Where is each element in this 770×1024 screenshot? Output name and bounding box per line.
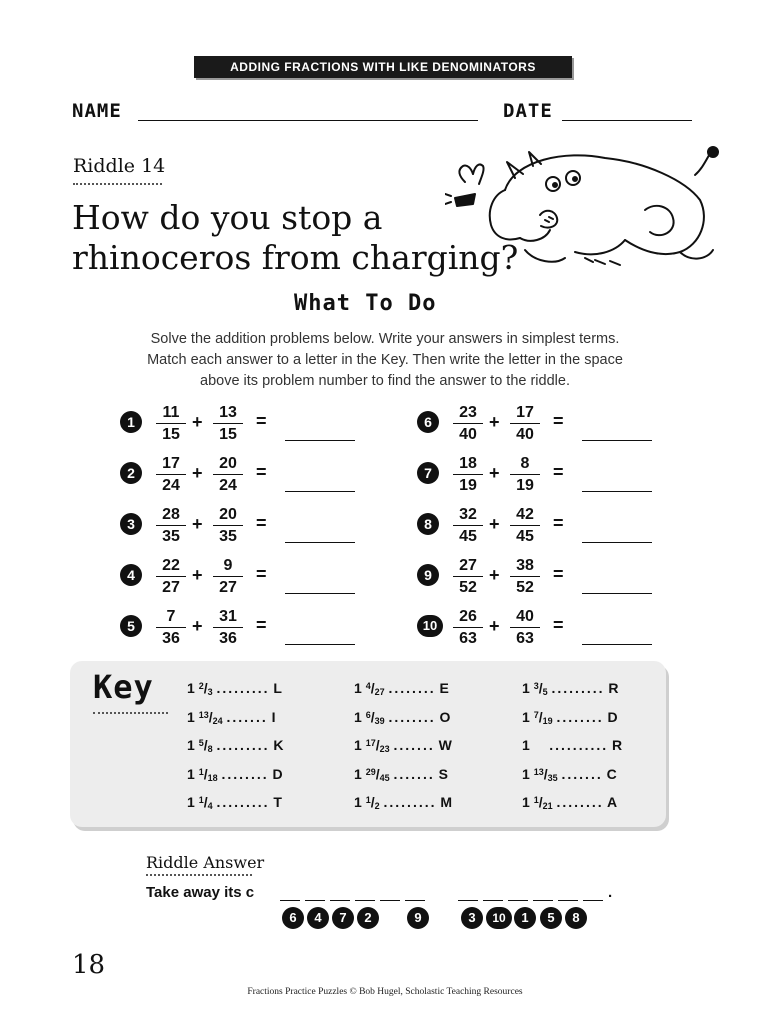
- denominator: 27: [219, 579, 237, 596]
- answer-blank[interactable]: [285, 644, 355, 645]
- key-denominator: 3: [207, 687, 213, 697]
- numerator: 20: [213, 455, 243, 475]
- letter-blank[interactable]: [280, 900, 300, 901]
- key-entry: 1 $^1/_2$ ......... M: [354, 794, 453, 811]
- riddle-question-line-2: rhinoceros from charging?: [72, 238, 519, 277]
- denominator: 63: [459, 630, 477, 647]
- instruction-line: Match each answer to a letter in the Key. Then write the letter in the space: [147, 352, 623, 368]
- numerator: 32: [453, 506, 483, 526]
- numerator: 20: [213, 506, 243, 526]
- key-numerator: 7: [533, 709, 539, 720]
- key-denominator: 2: [374, 801, 380, 811]
- key-leader-dots: ........: [388, 708, 436, 725]
- problem-number-circle: 5: [540, 907, 562, 929]
- fraction-addend-2: [510, 404, 540, 444]
- key-numerator: 1: [198, 766, 204, 777]
- key-denominator: 4: [207, 801, 213, 811]
- key-numerator: 1: [198, 795, 204, 805]
- problem-number-badge: 3: [120, 513, 142, 535]
- letter-blank[interactable]: [583, 900, 603, 901]
- plus-sign: +: [489, 463, 500, 483]
- fraction-addend-1: [156, 455, 186, 495]
- equals-sign: =: [553, 615, 564, 635]
- plus-sign: +: [192, 565, 203, 585]
- fraction-addend-2: [510, 506, 540, 546]
- instructions: [85, 329, 685, 392]
- numerator: 22: [156, 557, 186, 577]
- denominator: 19: [516, 477, 534, 494]
- answer-blank[interactable]: [582, 542, 652, 543]
- plus-sign: +: [192, 514, 203, 534]
- plus-sign: +: [192, 463, 203, 483]
- key-numerator: 13: [198, 709, 209, 720]
- key-entry: 1 $^1/_4$ ......... T: [187, 794, 282, 811]
- letter-blank[interactable]: [533, 900, 553, 901]
- key-denominator: 23: [379, 744, 390, 754]
- key-whole: 1: [354, 680, 362, 696]
- numerator: 18: [453, 455, 483, 475]
- answer-blank[interactable]: [582, 440, 652, 441]
- problem-number-circle: 6: [282, 907, 304, 929]
- key-leader-dots: .......: [393, 737, 435, 753]
- equals-sign: =: [553, 462, 564, 482]
- key-denominator: 19: [542, 715, 553, 726]
- plus-sign: +: [489, 616, 500, 636]
- riddle-question-line-1: How do you stop a: [72, 198, 383, 237]
- key-entry: 1 $^{29}/_{45}$ ....... S: [354, 765, 448, 783]
- denominator: 24: [219, 477, 237, 494]
- problem-number-circle: 7: [332, 907, 354, 929]
- riddle-answer-underline: [146, 874, 252, 876]
- answer-blank[interactable]: [285, 491, 355, 492]
- key-denominator: 27: [374, 687, 385, 697]
- fraction-addend-2: [213, 608, 243, 648]
- key-entry: 1 $^{13}/_{24}$ ....... I: [187, 708, 276, 726]
- denominator: 36: [162, 630, 180, 647]
- denominator: 45: [516, 528, 534, 545]
- plus-sign: +: [489, 412, 500, 432]
- name-label: NAME: [72, 100, 122, 122]
- numerator: 9: [213, 557, 243, 577]
- equals-sign: =: [256, 411, 267, 431]
- riddle-number: Riddle 14: [73, 155, 166, 177]
- problem-number-circle: 10: [486, 907, 512, 929]
- numerator: 26: [453, 608, 483, 628]
- key-letter: L: [273, 680, 282, 696]
- fraction-addend-2: [510, 557, 540, 597]
- key-denominator: 8: [207, 744, 213, 754]
- plus-sign: +: [489, 514, 500, 534]
- key-leader-dots: .........: [216, 680, 270, 696]
- equals-sign: =: [553, 411, 564, 431]
- key-denominator: 21: [542, 801, 553, 811]
- denominator: 35: [219, 528, 237, 545]
- key-leader-dots: ........: [556, 794, 604, 810]
- numerator: 13: [213, 404, 243, 424]
- denominator: 19: [459, 477, 477, 494]
- key-letter: D: [607, 708, 618, 725]
- denominator: 40: [459, 426, 477, 443]
- plus-sign: +: [489, 565, 500, 585]
- problem-number-badge: 6: [417, 411, 439, 433]
- letter-blank[interactable]: [330, 900, 350, 901]
- letter-blank[interactable]: [405, 900, 425, 901]
- denominator: 27: [162, 579, 180, 596]
- fraction-addend-1: [453, 506, 483, 546]
- plus-sign: +: [192, 616, 203, 636]
- denominator: 36: [219, 630, 237, 647]
- key-letter: T: [273, 794, 282, 810]
- key-entry: 1 $^6/_{39}$ ........ O: [354, 708, 451, 726]
- key-leader-dots: .......: [226, 708, 268, 725]
- answer-prefix: Take away its c: [146, 884, 255, 901]
- key-leader-dots: ..........: [549, 737, 609, 753]
- key-whole: 1: [522, 794, 530, 810]
- letter-blank[interactable]: [483, 900, 503, 901]
- key-denominator: 39: [374, 715, 385, 726]
- key-underline: [93, 712, 168, 714]
- page-number: 18: [72, 950, 106, 980]
- key-denominator: 24: [212, 715, 223, 726]
- problem-number-badge: 1: [120, 411, 142, 433]
- instruction-line: above its problem number to find the answer to the riddle.: [200, 373, 570, 389]
- key-denominator: 45: [379, 772, 390, 783]
- denominator: 15: [162, 426, 180, 443]
- key-denominator: 18: [207, 772, 218, 783]
- key-leader-dots: .........: [216, 794, 270, 810]
- fraction-addend-1: [156, 404, 186, 444]
- key-letter: K: [273, 737, 284, 753]
- fraction-addend-1: [156, 557, 186, 597]
- fraction-addend-2: [510, 455, 540, 495]
- key-numerator: 13: [533, 766, 544, 777]
- key-leader-dots: .........: [216, 737, 270, 753]
- riddle-answer-label: Riddle Answer: [146, 853, 265, 872]
- key-letter: W: [438, 737, 452, 753]
- letter-blank[interactable]: [380, 900, 400, 901]
- instruction-line: Solve the addition problems below. Write your answers in simplest terms.: [150, 331, 620, 347]
- problem-number-badge: 2: [120, 462, 142, 484]
- key-whole: 1: [354, 765, 362, 782]
- numerator: 11: [156, 404, 186, 424]
- numerator: 7: [156, 608, 186, 628]
- answer-blank[interactable]: [582, 644, 652, 645]
- problem-number-circle: 3: [461, 907, 483, 929]
- numerator: 17: [510, 404, 540, 424]
- answer-blank[interactable]: [285, 593, 355, 594]
- letter-blank[interactable]: [305, 900, 325, 901]
- key-letter: A: [607, 794, 618, 810]
- equals-sign: =: [256, 462, 267, 482]
- fraction-addend-1: [453, 557, 483, 597]
- answer-blank[interactable]: [582, 593, 652, 594]
- fraction-addend-2: [213, 506, 243, 546]
- key-entry: 1 $^{17}/_{23}$ ....... W: [354, 737, 452, 754]
- key-whole: 1: [522, 765, 530, 782]
- key-leader-dots: .......: [393, 765, 435, 782]
- numerator: 17: [156, 455, 186, 475]
- key-denominator: 35: [547, 772, 558, 783]
- key-entry: 1 $^5/_8$ ......... K: [187, 737, 284, 754]
- key-whole: 1: [187, 680, 195, 696]
- key-numerator: 3: [533, 681, 539, 691]
- key-entry: 1 $^4/_{27}$ ........ E: [354, 680, 449, 697]
- key-numerator: 29: [365, 766, 376, 777]
- what-to-do-heading: What To Do: [294, 291, 437, 316]
- denominator: 35: [162, 528, 180, 545]
- plus-sign: +: [192, 412, 203, 432]
- key-letter: M: [440, 794, 453, 810]
- key-leader-dots: ........: [388, 680, 436, 696]
- key-numerator: 2: [198, 681, 204, 691]
- problem-number-badge: 10: [417, 615, 443, 637]
- problem-number-circle: 9: [407, 907, 429, 929]
- name-field[interactable]: [138, 120, 478, 121]
- key-whole: 1: [522, 708, 530, 725]
- date-label: DATE: [503, 100, 553, 122]
- problem-number-circle: 4: [307, 907, 329, 929]
- numerator: 38: [510, 557, 540, 577]
- fraction-addend-1: [156, 608, 186, 648]
- problem-number-circle: 1: [514, 907, 536, 929]
- problem-number-badge: 5: [120, 615, 142, 637]
- key-whole: 1: [522, 680, 530, 696]
- denominator: 52: [459, 579, 477, 596]
- key-whole: 1: [187, 765, 195, 782]
- letter-blank[interactable]: [355, 900, 375, 901]
- key-numerator: 17: [365, 738, 376, 748]
- fraction-addend-1: [156, 506, 186, 546]
- problem-number-badge: 8: [417, 513, 439, 535]
- key-entry: 1 $^1/_{18}$ ........ D: [187, 765, 283, 783]
- key-whole: 1: [187, 708, 195, 725]
- numerator: 28: [156, 506, 186, 526]
- key-letter: E: [439, 680, 449, 696]
- equals-sign: =: [553, 513, 564, 533]
- letter-blank[interactable]: [558, 900, 578, 901]
- key-letter: I: [271, 708, 276, 725]
- key-leader-dots: .......: [561, 765, 603, 782]
- numerator: 23: [453, 404, 483, 424]
- equals-sign: =: [256, 513, 267, 533]
- answer-blank[interactable]: [582, 491, 652, 492]
- fraction-addend-2: [213, 557, 243, 597]
- letter-blank[interactable]: [458, 900, 478, 901]
- numerator: 31: [213, 608, 243, 628]
- fraction-addend-2: [213, 404, 243, 444]
- numerator: 40: [510, 608, 540, 628]
- answer-blank[interactable]: [285, 542, 355, 543]
- worksheet-header: ADDING FRACTIONS WITH LIKE DENOMINATORS: [194, 56, 572, 78]
- key-numerator: 5: [198, 738, 204, 748]
- key-letter: S: [438, 765, 448, 782]
- fraction-addend-1: [453, 608, 483, 648]
- key-entry: 1 $^2/_3$ ......... L: [187, 680, 282, 697]
- fraction-addend-1: [453, 404, 483, 444]
- problem-number-badge: 7: [417, 462, 439, 484]
- key-whole: 1: [522, 737, 530, 753]
- key-letter: R: [608, 680, 619, 696]
- key-leader-dots: ........: [221, 765, 269, 782]
- date-field[interactable]: [562, 120, 692, 121]
- key-letter: O: [439, 708, 451, 725]
- key-letter: C: [606, 765, 617, 782]
- key-whole: 1: [354, 737, 362, 753]
- key-whole: 1: [354, 794, 362, 810]
- numerator: 42: [510, 506, 540, 526]
- denominator: 40: [516, 426, 534, 443]
- footer-credit: Fractions Practice Puzzles © Bob Hugel, Scholastic Teaching Resources: [247, 987, 523, 997]
- fraction-addend-2: [510, 608, 540, 648]
- fraction-addend-2: [213, 455, 243, 495]
- denominator: 52: [516, 579, 534, 596]
- rhinoceros-illustration: [445, 140, 725, 275]
- key-title: Key: [93, 668, 154, 706]
- equals-sign: =: [256, 615, 267, 635]
- denominator: 63: [516, 630, 534, 647]
- key-denominator: 5: [542, 687, 548, 697]
- key-whole: 1: [354, 708, 362, 725]
- answer-period: .: [608, 884, 613, 901]
- equals-sign: =: [256, 564, 267, 584]
- key-numerator: 4: [365, 681, 371, 691]
- key-entry: 1 $^1/_{21}$ ........ A: [522, 794, 618, 811]
- key-whole: 1: [187, 737, 195, 753]
- denominator: 45: [459, 528, 477, 545]
- problem-number-badge: 4: [120, 564, 142, 586]
- problem-number-badge: 9: [417, 564, 439, 586]
- problem-number-circle: 2: [357, 907, 379, 929]
- key-numerator: 1: [365, 795, 371, 805]
- key-letter: D: [272, 765, 283, 782]
- key-numerator: 6: [365, 709, 371, 720]
- key-whole: 1: [187, 794, 195, 810]
- key-entry: 1 $^{13}/_{35}$ ....... C: [522, 765, 617, 783]
- problem-number-circle: 8: [565, 907, 587, 929]
- key-entry: [522, 737, 622, 753]
- fraction-addend-1: [453, 455, 483, 495]
- numerator: 8: [510, 455, 540, 475]
- key-letter: R: [612, 737, 623, 753]
- key-leader-dots: .........: [551, 680, 605, 696]
- letter-blank[interactable]: [508, 900, 528, 901]
- key-entry: 1 $^7/_{19}$ ........ D: [522, 708, 618, 726]
- key-numerator: 1: [533, 795, 539, 805]
- numerator: 27: [453, 557, 483, 577]
- answer-blank[interactable]: [285, 440, 355, 441]
- denominator: 24: [162, 477, 180, 494]
- riddle-underline: [73, 183, 162, 185]
- key-leader-dots: ........: [556, 708, 604, 725]
- equals-sign: =: [553, 564, 564, 584]
- key-leader-dots: .........: [383, 794, 437, 810]
- key-entry: 1 $^3/_5$ ......... R: [522, 680, 619, 697]
- denominator: 15: [219, 426, 237, 443]
